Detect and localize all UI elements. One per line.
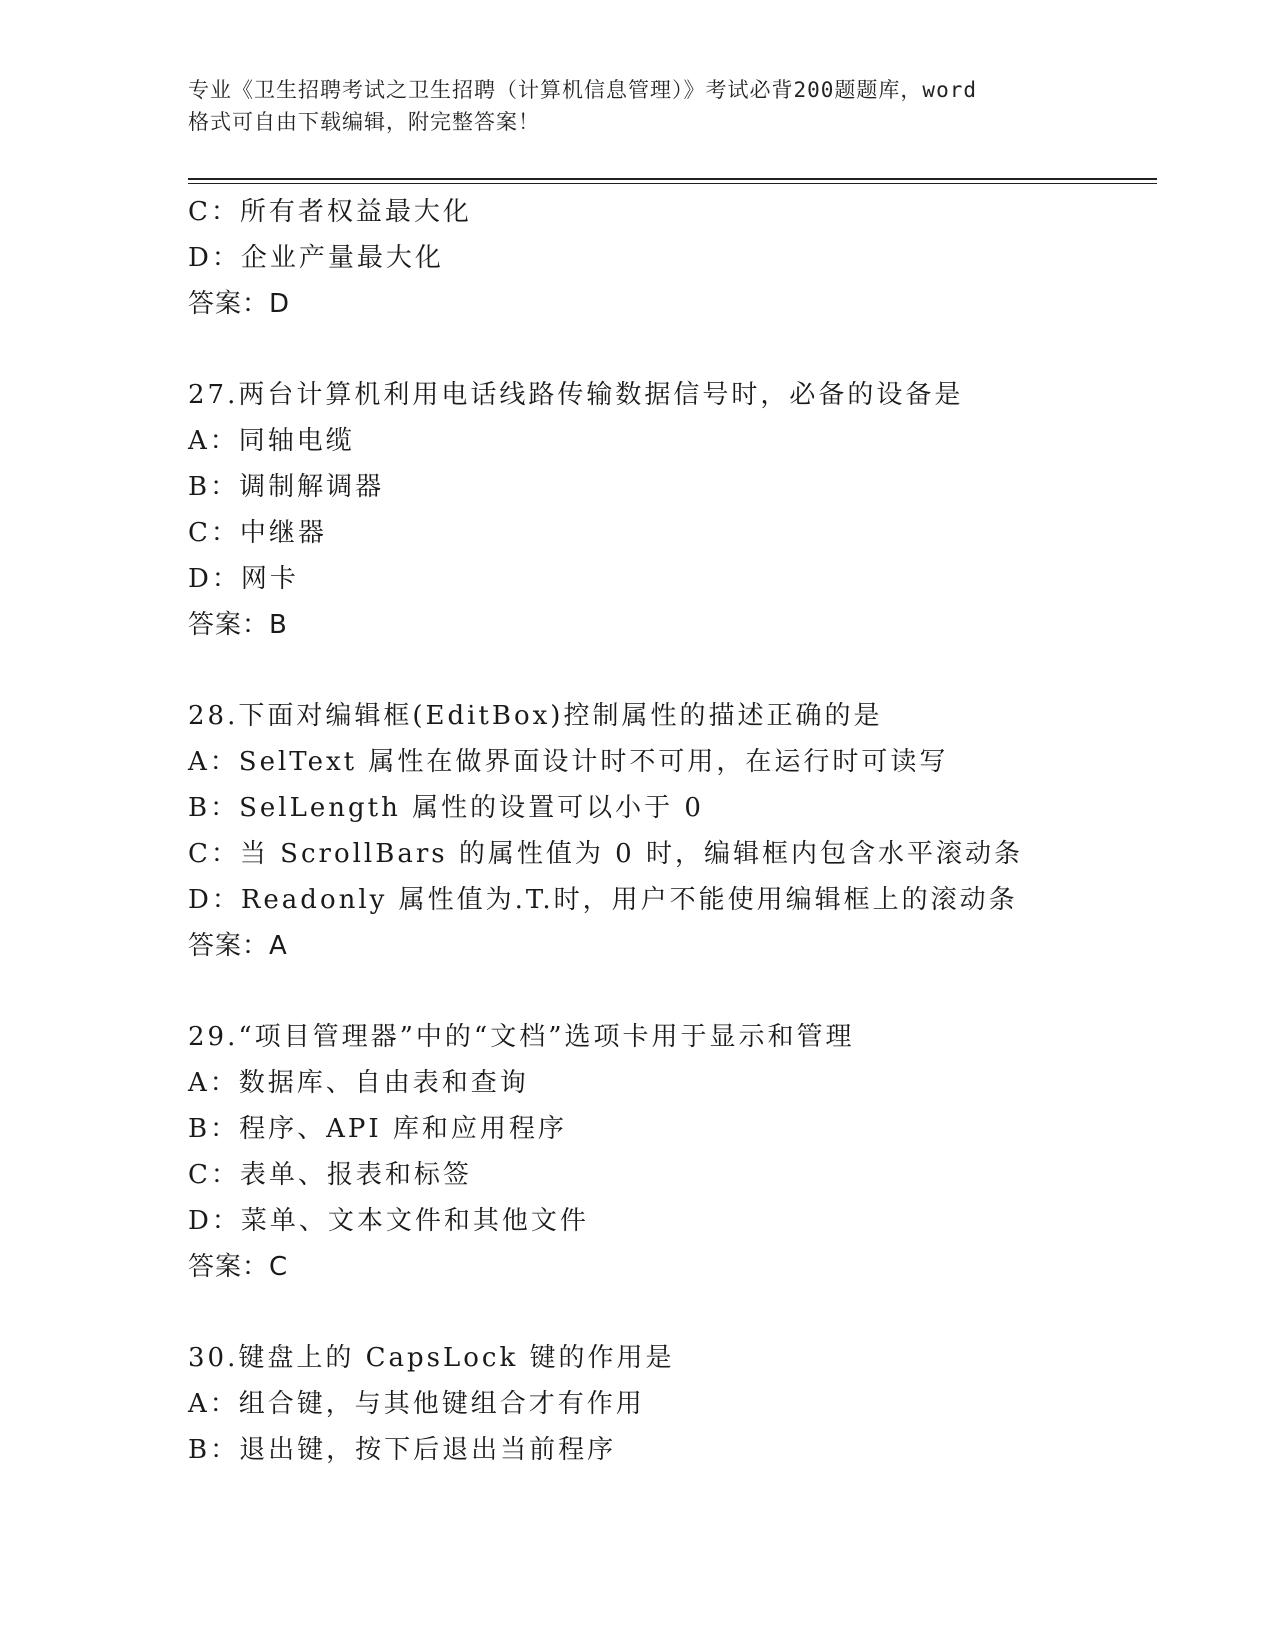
header-divider-thin bbox=[188, 183, 1157, 184]
option-d: D：Readonly 属性值为.T.时，用户不能使用编辑框上的滚动条 bbox=[188, 885, 1018, 915]
spacer bbox=[188, 1290, 1157, 1335]
option-c: C：中继器 bbox=[188, 518, 327, 548]
header-line-2: 格式可自由下载编辑，附完整答案！ bbox=[188, 110, 540, 134]
spacer bbox=[188, 327, 1157, 372]
option-d: D：企业产量最大化 bbox=[188, 243, 444, 273]
question-27 bbox=[188, 372, 1157, 648]
question-29 bbox=[188, 1014, 1157, 1290]
option-b: B：程序、API 库和应用程序 bbox=[188, 1114, 567, 1144]
answer-line: 答案：A bbox=[188, 931, 288, 961]
question-stem: 27.两台计算机利用电话线路传输数据信号时，必备的设备是 bbox=[188, 380, 964, 410]
header-divider-thick bbox=[188, 178, 1157, 180]
option-b: B：退出键，按下后退出当前程序 bbox=[188, 1435, 617, 1465]
option-d: D：网卡 bbox=[188, 564, 299, 594]
question-stem: 28.下面对编辑框(EditBox)控制属性的描述正确的是 bbox=[188, 701, 883, 731]
question-stem: 30.键盘上的 CapsLock 键的作用是 bbox=[188, 1343, 675, 1373]
question-30 bbox=[188, 1335, 1157, 1473]
option-c: C：所有者权益最大化 bbox=[188, 197, 472, 227]
option-a: A：SelText 属性在做界面设计时不可用，在运行时可读写 bbox=[188, 747, 949, 777]
question-stem: 29.“项目管理器”中的“文档”选项卡用于显示和管理 bbox=[188, 1022, 855, 1052]
option-d: D：菜单、文本文件和其他文件 bbox=[188, 1206, 589, 1236]
option-c: C：表单、报表和标签 bbox=[188, 1160, 472, 1190]
option-b: B：调制解调器 bbox=[188, 472, 385, 502]
option-a: A：同轴电缆 bbox=[188, 426, 355, 456]
document-header bbox=[188, 74, 1088, 138]
spacer bbox=[188, 969, 1157, 1014]
header-line-1: 专业《卫生招聘考试之卫生招聘（计算机信息管理）》考试必背200题题库，word bbox=[188, 78, 977, 102]
question-partial bbox=[188, 189, 1157, 327]
answer-line: 答案：B bbox=[188, 610, 288, 640]
option-a: A：组合键，与其他键组合才有作用 bbox=[188, 1389, 645, 1419]
option-b: B：SelLength 属性的设置可以小于 0 bbox=[188, 793, 704, 823]
option-a: A：数据库、自由表和查询 bbox=[188, 1068, 529, 1098]
answer-line: 答案：C bbox=[188, 1252, 289, 1282]
question-28 bbox=[188, 693, 1157, 969]
option-c: C：当 ScrollBars 的属性值为 0 时，编辑框内包含水平滚动条 bbox=[188, 839, 1023, 869]
answer-line: 答案：D bbox=[188, 289, 291, 319]
question-list bbox=[188, 189, 1157, 1473]
spacer bbox=[188, 648, 1157, 693]
